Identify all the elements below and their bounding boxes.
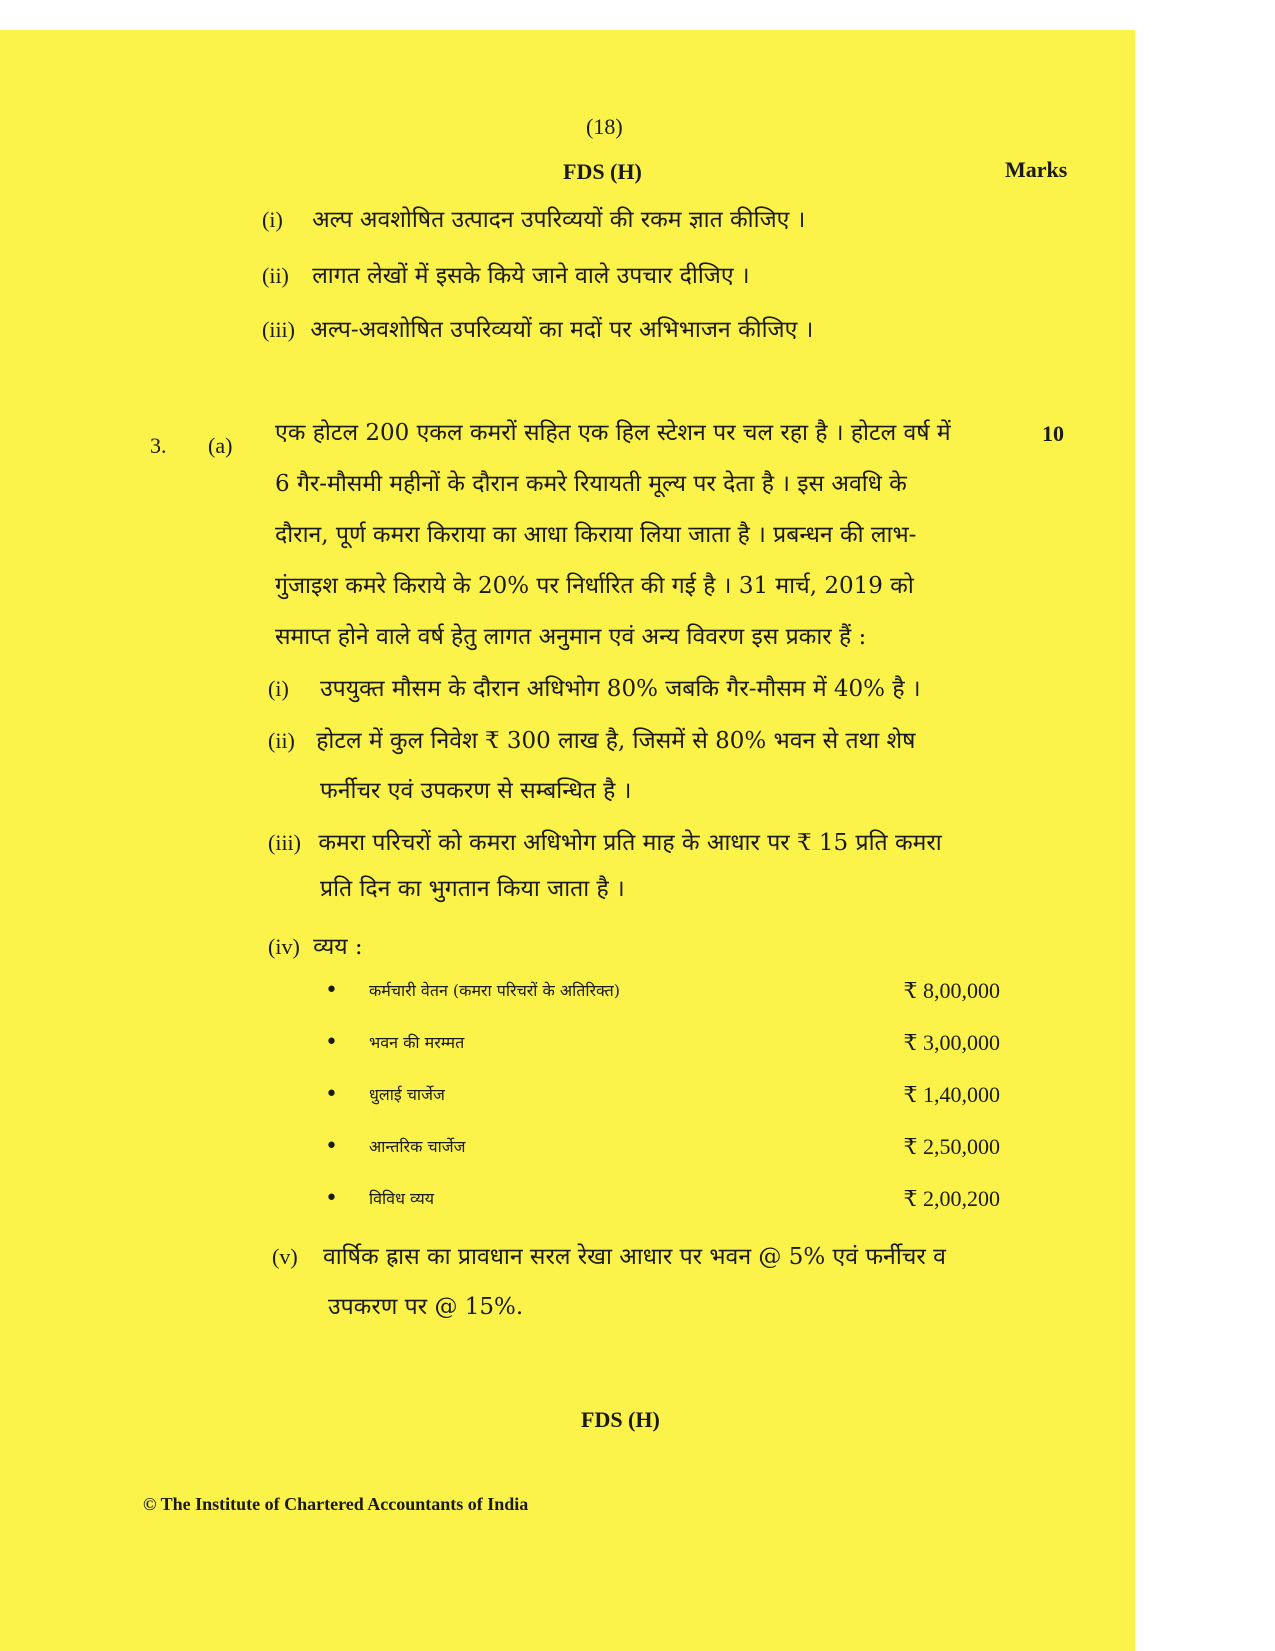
question-item-5 — [272, 1232, 946, 1282]
question-line: समाप्त होने वाले वर्ष हेतु लागत अनुमान एवं अन्य विवरण इस प्रकार हैं : — [275, 624, 867, 650]
expense-label: विविध व्यय — [369, 1189, 435, 1208]
item-text: लागत लेखों में इसके किये जाने वाले उपचार दीजिए । — [312, 263, 750, 289]
question-line: गुंजाइश कमरे किराये के 20% पर निर्धारित की गई है । 31 मार्च, 2019 को — [275, 573, 914, 599]
item-number: (i) — [268, 676, 289, 701]
question-line: एक होटल 200 एकल कमरों सहित एक हिल स्टेशन पर चल रहा है । होटल वर्ष में — [275, 420, 951, 446]
bullet-icon: • — [325, 1082, 338, 1107]
item-number: (ii) — [262, 263, 289, 288]
marks-label: Marks — [1005, 157, 1068, 182]
item-text: अल्प अवशोषित उत्पादन उपरिव्ययों की रकम ज्ञात कीजिए । — [312, 207, 806, 233]
expenses-list — [325, 966, 1000, 1226]
expense-label: भवन की मरम्मत — [369, 1033, 465, 1052]
expense-amount: ₹ 3,00,000 — [903, 1030, 1000, 1055]
item-text: उपयुक्त मौसम के दौरान अधिभोग 80% जबकि गैर-मौसम में 40% है । — [320, 676, 921, 702]
question-item-2 — [268, 716, 915, 766]
item-number: (v) — [272, 1244, 298, 1269]
bullet-icon: • — [325, 1134, 338, 1159]
question-number: 3. — [150, 433, 167, 458]
question-item-3-cont: प्रति दिन का भुगतान किया जाता है । — [320, 876, 625, 902]
expense-row — [325, 1018, 1000, 1068]
page-number: (18) — [586, 114, 623, 139]
item-number: (i) — [262, 207, 283, 232]
question-item-2-cont: फर्नीचर एवं उपकरण से सम्बन्धित है । — [320, 778, 632, 804]
item-text: वार्षिक ह्रास का प्रावधान सरल रेखा आधार पर भवन @ 5% एवं फर्नीचर व — [322, 1244, 946, 1270]
question-line: दौरान, पूर्ण कमरा किराया का आधा किराया लिया जाता है । प्रबन्धन की लाभ- — [275, 522, 917, 548]
expense-label: धुलाई चार्जेज — [369, 1085, 445, 1104]
copyright-notice: © The Institute of Chartered Accountants of India — [143, 1494, 529, 1514]
bullet-icon: • — [325, 1030, 338, 1055]
question-part: (a) — [208, 433, 233, 458]
expense-label: कर्मचारी वेतन (कमरा परिचरों के अतिरिक्त) — [369, 981, 620, 1000]
item-text: व्यय : — [313, 934, 363, 960]
question-item-5-cont: उपकरण पर @ 15%. — [328, 1294, 524, 1320]
prev-item-3 — [262, 305, 813, 355]
expense-row — [325, 1070, 1000, 1120]
prev-item-2 — [262, 251, 750, 301]
question-item-4 — [268, 922, 363, 972]
item-text: अल्प-अवशोषित उपरिव्ययों का मदों पर अभिभाजन कीजिए । — [310, 317, 814, 343]
question-item-3 — [268, 818, 942, 868]
question-item-1 — [268, 664, 921, 714]
expense-amount: ₹ 2,50,000 — [903, 1134, 1000, 1159]
bullet-icon: • — [325, 1186, 338, 1211]
question-line: 6 गैर-मौसमी महीनों के दौरान कमरे रियायती मूल्य पर देता है । इस अवधि के — [275, 471, 907, 497]
expense-label: आन्तरिक चार्जेज — [369, 1137, 466, 1156]
question-marks: 10 — [1042, 421, 1064, 446]
bullet-icon: • — [325, 978, 338, 1003]
item-number: (iii) — [262, 317, 295, 342]
item-number: (ii) — [268, 728, 295, 753]
prev-item-1 — [262, 195, 805, 245]
expense-amount: ₹ 8,00,000 — [903, 978, 1000, 1003]
item-number: (iii) — [268, 830, 301, 855]
expense-amount: ₹ 1,40,000 — [903, 1082, 1000, 1107]
expense-amount: ₹ 2,00,200 — [903, 1186, 1000, 1211]
item-number: (iv) — [268, 934, 300, 959]
expense-row — [325, 1122, 1000, 1172]
item-text: होटल में कुल निवेश ₹ 300 लाख है, जिसमें से 80% भवन से तथा शेष — [316, 728, 916, 754]
question-text — [275, 408, 1045, 663]
expense-row — [325, 966, 1000, 1016]
footer-code: FDS (H) — [581, 1407, 660, 1432]
item-text: कमरा परिचरों को कमरा अधिभोग प्रति माह के आधार पर ₹ 15 प्रति कमरा — [318, 830, 942, 856]
header-code: FDS (H) — [563, 159, 642, 184]
expense-row — [325, 1174, 1000, 1224]
